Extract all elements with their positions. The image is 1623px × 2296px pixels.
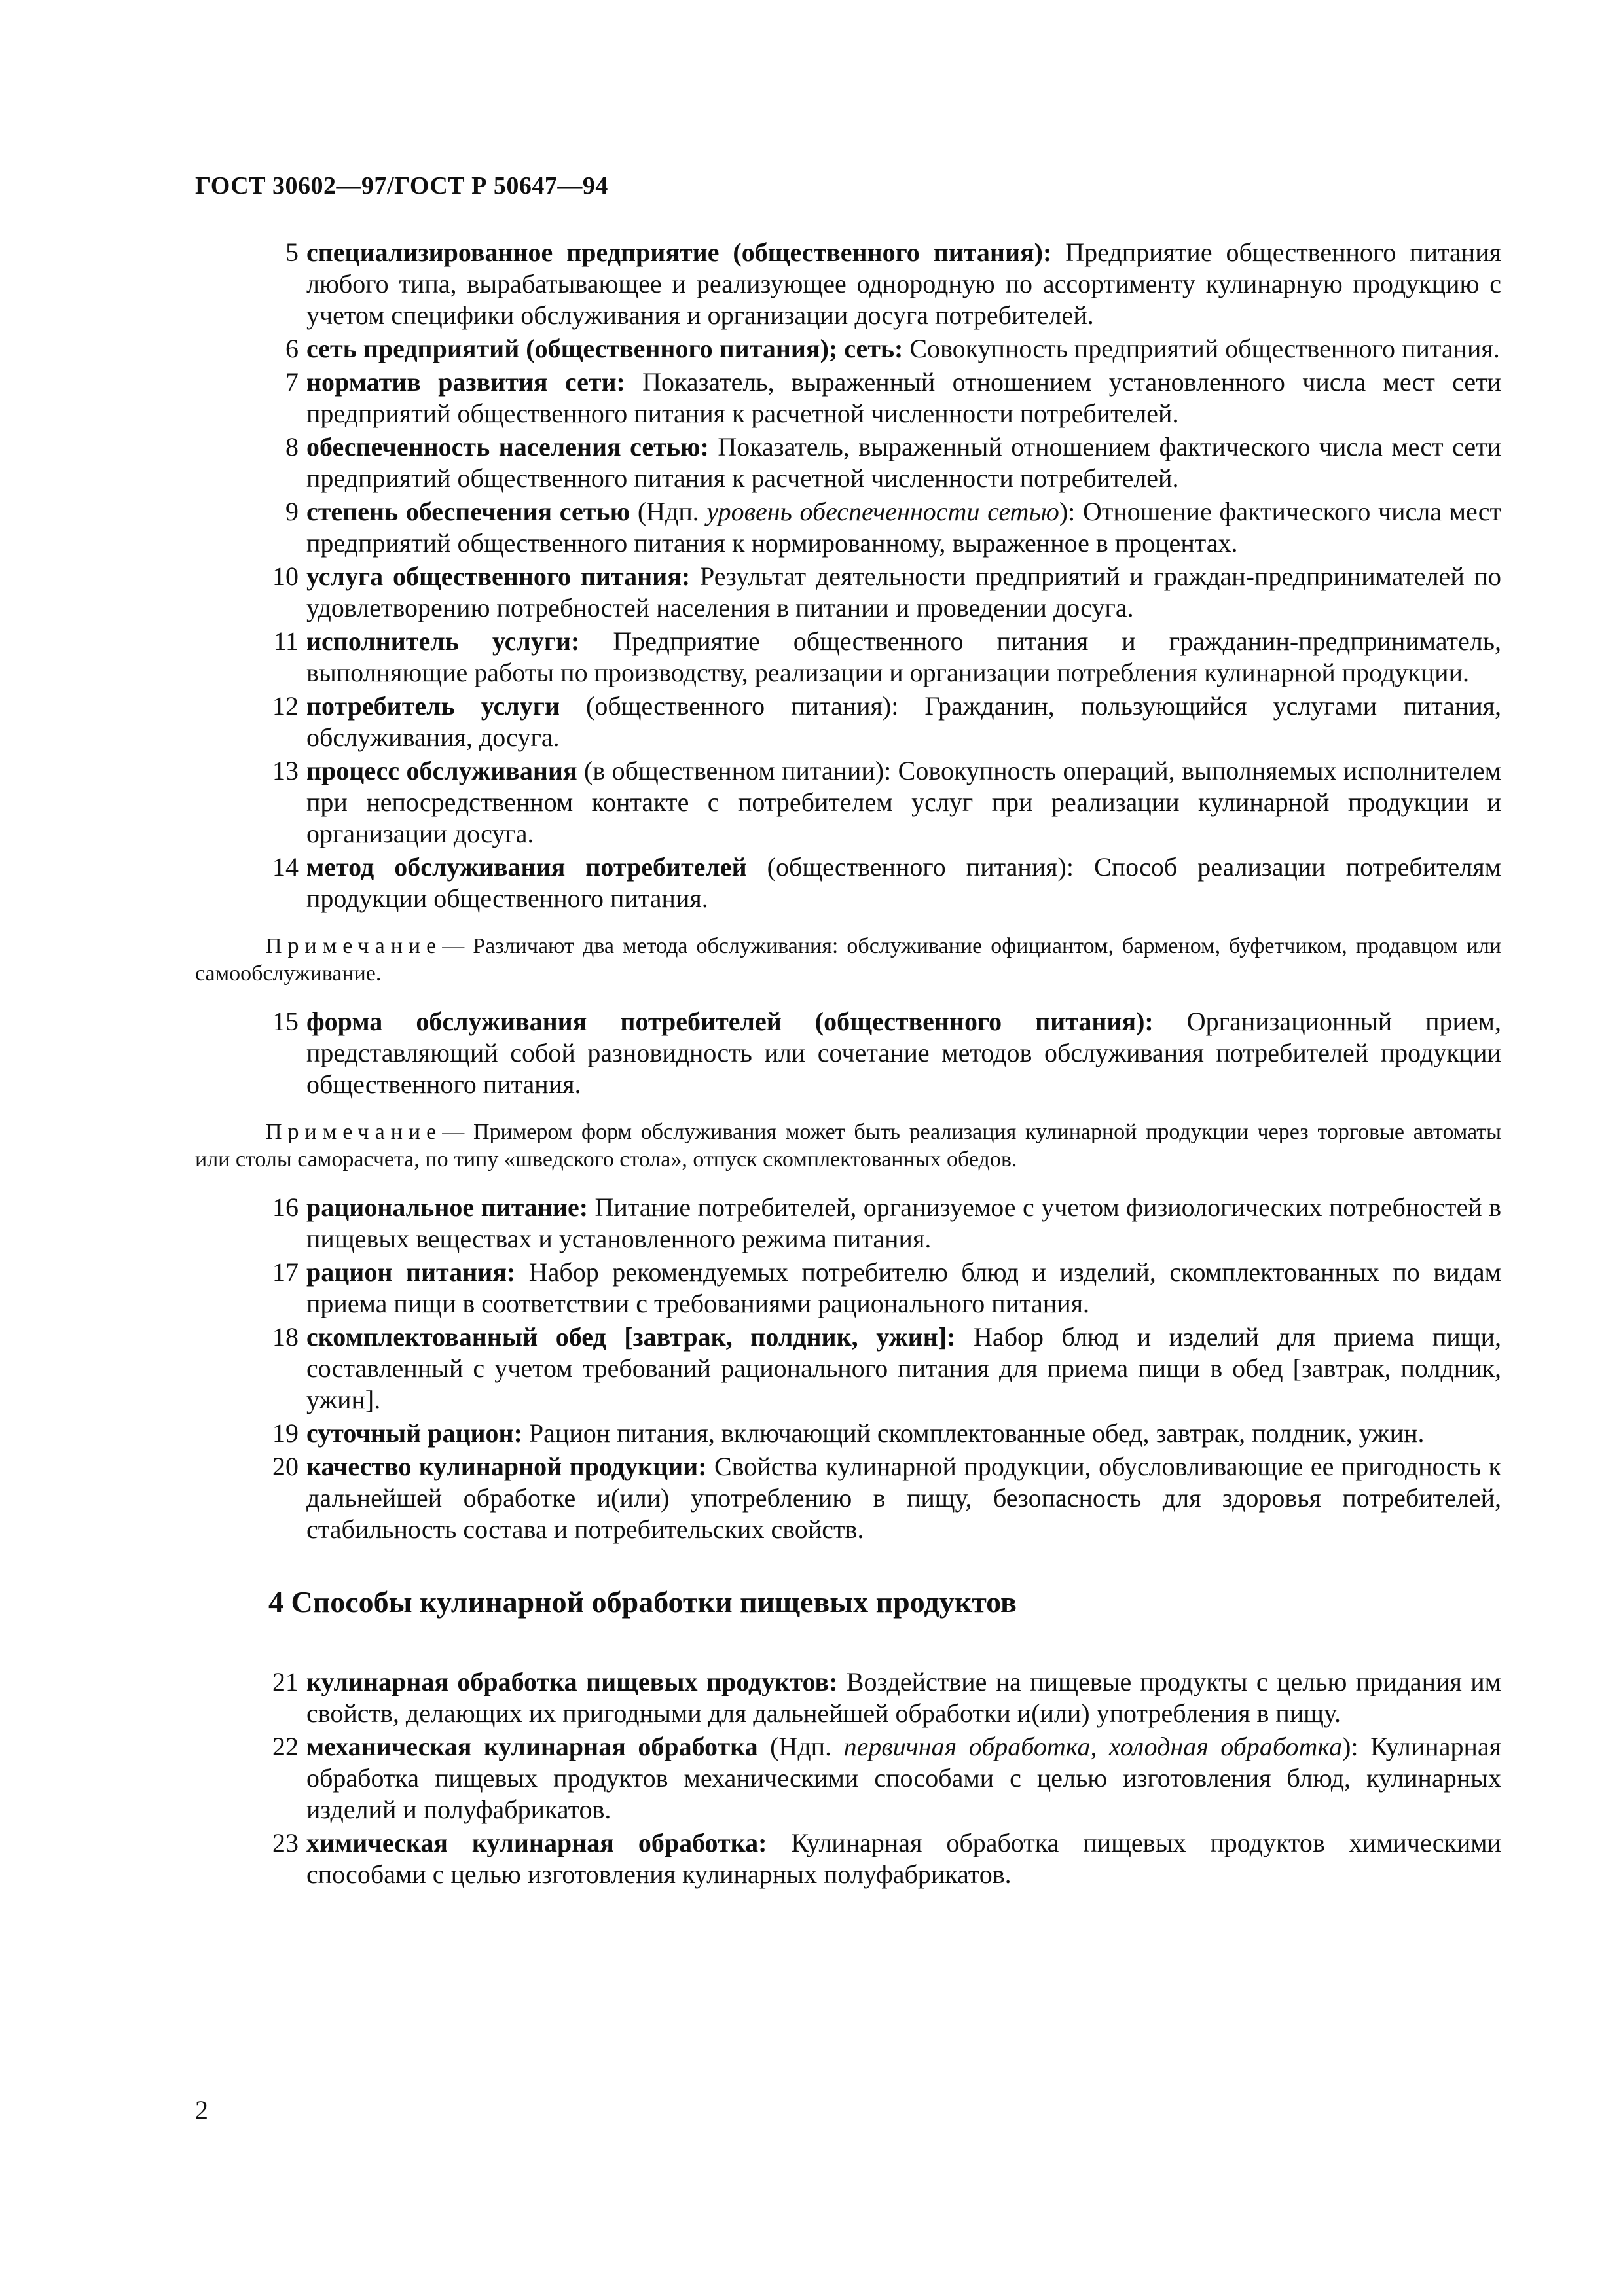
entry-term: скомплектованный обед [завтрак, полдник, ужин]:: [306, 1322, 956, 1352]
entry-number: 9: [285, 497, 299, 526]
definition-entry: [195, 691, 1501, 753]
document-header: ГОСТ 30602—97/ГОСТ Р 50647—94: [195, 172, 608, 200]
note: [195, 933, 1501, 988]
definition-entry: [195, 333, 1501, 365]
entry-term: суточный рацион:: [306, 1418, 522, 1448]
entry-term: метод обслуживания потребителей: [306, 852, 747, 882]
entry-number: 17: [272, 1257, 299, 1287]
note-label: Примечание: [266, 1120, 443, 1144]
entry-definition: Предприятие общественного питания любого типа, вырабатывающее и реализующее однородную по ассортименту кулинарную продукцию с учетом специфики обслуживания и организации досуга потребителей.: [306, 238, 1501, 330]
definition-entry: [195, 367, 1501, 429]
entry-term: рацион питания:: [306, 1257, 516, 1287]
definition-entry: [195, 1321, 1501, 1416]
definition-entry: [195, 237, 1501, 331]
entry-definition: Предприятие общественного питания и гражданин-предприниматель, выполняющие работы по производству, реализации и организации потребления кулинарной продукции.: [306, 626, 1501, 687]
definition-entry: [195, 1192, 1501, 1255]
entry-term: норматив развития сети:: [306, 367, 625, 397]
entry-number: 22: [272, 1732, 299, 1761]
entry-term: услуга общественного питания:: [306, 562, 691, 591]
definition-entry: [195, 1257, 1501, 1319]
entry-term: обеспеченность населения сетью:: [306, 432, 709, 461]
entry-definition: Свойства кулинарной продукции, обусловливающие ее пригодность к дальнейшей обработке и(или) употреблению в пищу, безопасность для здоровья потребителей, стабильность состава и потребительских свойств.: [306, 1452, 1501, 1544]
note-text: — Примером форм обслуживания может быть реализация кулинарной продукции через торговые автоматы или столы саморасчета, по типу «шведского стола», отпуск скомплектованных обедов.: [195, 1120, 1501, 1172]
entry-definition: Рацион питания, включающий скомплектованные обед, завтрак, полдник, ужин.: [522, 1418, 1425, 1448]
entry-number: 11: [273, 626, 299, 656]
definition-entry: [195, 852, 1501, 914]
definition-entry: [195, 431, 1501, 494]
entry-number: 6: [285, 334, 299, 363]
definition-entry: [195, 1418, 1501, 1449]
entry-definition: Набор рекомендуемых потребителю блюд и изделий, скомплектованных по видам приема пищи в соответствии с требованиями рационального питания.: [306, 1257, 1501, 1318]
entry-definition: Кулинарная обработка пищевых продуктов химическими способами с целью изготовления кулинарных полуфабрикатов.: [306, 1828, 1502, 1889]
entry-definition: ): Кулинарная обработка пищевых продуктов механическими способами с целью изготовления блюд, кулинарных изделий и полуфабрикатов.: [306, 1732, 1501, 1824]
entry-term: потребитель услуги: [306, 691, 560, 721]
entry-number: 20: [272, 1452, 299, 1481]
entry-term: качество кулинарной продукции:: [306, 1452, 707, 1481]
entry-number: 10: [272, 562, 299, 591]
entry-deprecated-term: уровень обеспеченности сетью: [706, 497, 1059, 526]
entry-definition: Совокупность предприятий общественного питания.: [903, 334, 1500, 363]
entry-term: исполнитель услуги:: [306, 626, 580, 656]
definition-entry: [195, 1827, 1501, 1890]
entry-number: 5: [285, 238, 299, 267]
entry-term: механическая кулинарная обработка: [306, 1732, 758, 1761]
definition-entry: [195, 1006, 1501, 1100]
entry-term: специализированное предприятие (общественного питания):: [306, 238, 1052, 267]
entry-number: 7: [285, 367, 299, 397]
definition-entry: [195, 626, 1501, 689]
definition-entry: [195, 1451, 1501, 1545]
definition-entry: [195, 1731, 1501, 1825]
note-text: — Различают два метода обслуживания: обслуживание официантом, барменом, буфетчиком, продавцом или самообслуживание.: [195, 934, 1501, 986]
entry-definition: Питание потребителей, организуемое с учетом физиологических потребностей в пищевых веществах и установленного режима питания.: [306, 1193, 1502, 1253]
entry-term: химическая кулинарная обработка:: [306, 1828, 767, 1857]
entry-term: процесс обслуживания: [306, 756, 577, 785]
definition-entry: [195, 496, 1501, 559]
entry-term: кулинарная обработка пищевых продуктов:: [306, 1667, 838, 1696]
entry-definition: Показатель, выраженный отношением фактического числа мест сети предприятий общественного питания к расчетной численности потребителей.: [306, 432, 1501, 493]
entry-definition: Организационный прием, представляющий собой разновидность или сочетание методов обслуживания потребителей продукции общественного питания.: [306, 1007, 1501, 1099]
entry-term: степень обеспечения сетью: [306, 497, 630, 526]
entry-definition: Результат деятельности предприятий и граждан-предпринимателей по удовлетворению потребностей населения в питании и проведении досуга.: [306, 562, 1501, 622]
document-body: [195, 237, 1501, 1892]
definition-entry: [195, 755, 1501, 850]
page-number: 2: [195, 2095, 208, 2125]
definition-entry: [195, 561, 1501, 624]
entry-number: 12: [272, 691, 299, 721]
entry-deprecated-prefix: (Ндп.: [757, 1732, 844, 1761]
entry-number: 16: [272, 1193, 299, 1222]
entry-number: 21: [272, 1667, 299, 1696]
entry-definition: ): Отношение фактического числа мест предприятий общественного питания к нормированному, выраженное в процентах.: [306, 497, 1501, 558]
entry-number: 14: [272, 852, 299, 882]
entry-definition: (общественного питания): Гражданин, пользующийся услугами питания, обслуживания, досуга.: [306, 691, 1501, 752]
entry-deprecated-prefix: (Ндп.: [630, 497, 707, 526]
entry-deprecated-term: первичная обработка, холодная обработка: [843, 1732, 1343, 1761]
entry-definition: Воздействие на пищевые продукты с целью придания им свойств, делающих их пригодными для дальнейшей обработки и(или) употребления в пищу.: [306, 1667, 1501, 1728]
entry-number: 23: [272, 1828, 299, 1857]
entry-number: 19: [272, 1418, 299, 1448]
section-heading: 4 Способы кулинарной обработки пищевых продуктов: [268, 1585, 1017, 1619]
entry-number: 13: [272, 756, 299, 785]
definition-entry: [195, 1666, 1501, 1729]
entry-definition: Набор блюд и изделий для приема пищи, составленный с учетом требований рационального питания для приема пищи в обед [завтрак, полдник, ужин].: [306, 1322, 1502, 1414]
note-label: Примечание: [266, 934, 443, 958]
entry-definition: (общественного питания): Способ реализации потребителям продукции общественного питания.: [306, 852, 1501, 913]
entry-number: 15: [272, 1007, 299, 1036]
entry-number: 8: [285, 432, 299, 461]
note: [195, 1119, 1501, 1174]
entry-definition: Показатель, выраженный отношением установленного числа мест сети предприятий общественного питания к расчетной численности потребителей.: [306, 367, 1501, 428]
entry-term: форма обслуживания потребителей (общественного питания):: [306, 1007, 1154, 1036]
entry-definition: (в общественном питании): Совокупность операций, выполняемых исполнителем при непосредственном контакте с потребителем услуг при реализации кулинарной продукции и организации досуга.: [306, 756, 1501, 848]
entry-term: рациональное питание:: [306, 1193, 589, 1222]
entry-term: сеть предприятий (общественного питания); сеть:: [306, 334, 903, 363]
entry-number: 18: [272, 1322, 299, 1352]
